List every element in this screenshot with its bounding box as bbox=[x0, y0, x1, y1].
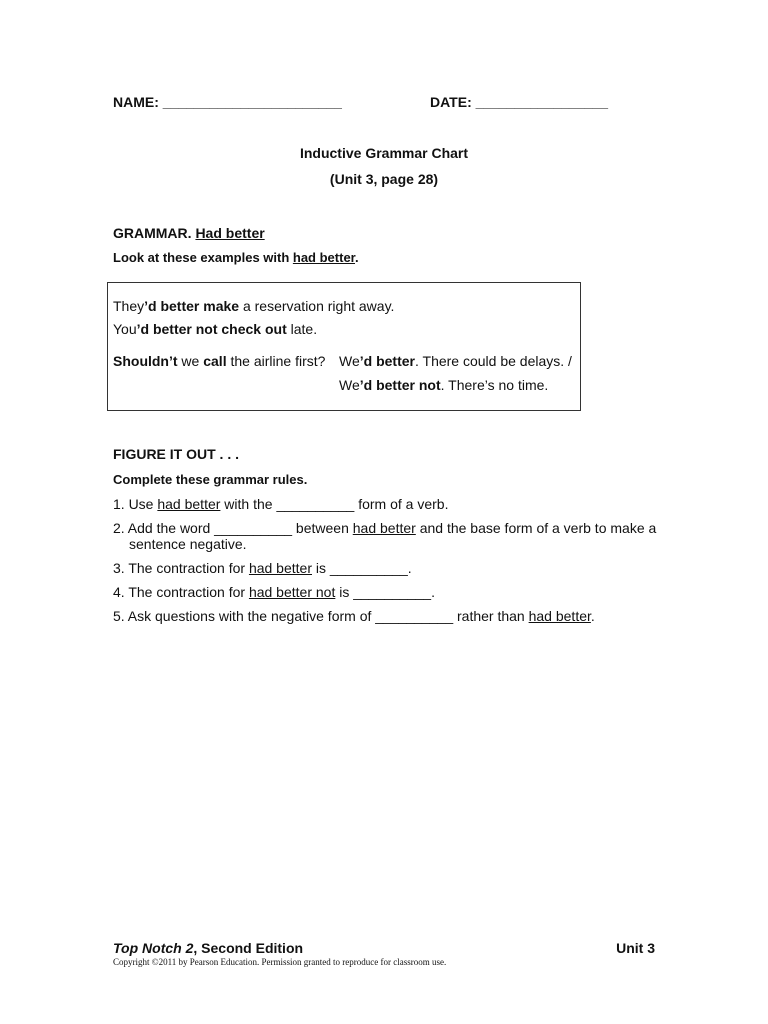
rule-5 bbox=[113, 608, 595, 624]
example-bold: ’d better not check out bbox=[136, 321, 287, 337]
example-answer-2 bbox=[339, 377, 548, 393]
rule-term: had better bbox=[248, 560, 312, 576]
date-field bbox=[430, 94, 608, 110]
example-bold: ’d better make bbox=[144, 298, 240, 314]
example-bold: ’d better not bbox=[359, 377, 441, 393]
rule-term: had better bbox=[528, 608, 591, 624]
rule-term: had better bbox=[157, 496, 221, 512]
grammar-intro bbox=[113, 250, 359, 265]
rule-text: is __________. bbox=[312, 560, 412, 576]
rule-text: 5. Ask questions with the negative form of __________ rather than bbox=[113, 608, 529, 624]
book-edition: , Second Edition bbox=[193, 940, 304, 956]
date-blank: _________________ bbox=[475, 94, 608, 110]
page-subtitle: (Unit 3, page 28) bbox=[329, 171, 439, 187]
example-text: . There could be delays. / bbox=[414, 353, 572, 369]
example-text: . There’s no time. bbox=[440, 377, 549, 393]
example-text: late. bbox=[286, 321, 318, 337]
example-2 bbox=[113, 321, 317, 337]
example-text: You bbox=[113, 321, 137, 337]
copyright-notice: Copyright ©2011 by Pearson Education. Permission granted to reproduce for classroom use. bbox=[113, 957, 447, 967]
name-field bbox=[113, 94, 342, 110]
rule-text: 3. The contraction for bbox=[113, 560, 249, 576]
figure-subheading: Complete these grammar rules. bbox=[113, 472, 308, 487]
rule-2 bbox=[113, 520, 656, 536]
rule-3 bbox=[113, 560, 412, 576]
grammar-intro-end: . bbox=[355, 250, 359, 265]
example-text: the airline first? bbox=[226, 353, 326, 369]
example-bold: ’d better bbox=[359, 353, 415, 369]
rule-text: is __________. bbox=[335, 584, 435, 600]
rule-term: had better not bbox=[248, 584, 336, 600]
example-text: We bbox=[339, 353, 360, 369]
example-text: They bbox=[113, 298, 145, 314]
book-name: Top Notch 2 bbox=[113, 940, 194, 956]
footer-book-title bbox=[113, 940, 303, 956]
example-text: we bbox=[177, 353, 204, 369]
grammar-intro-text: Look at these examples with bbox=[113, 250, 293, 265]
rule-text: 1. Use bbox=[113, 496, 158, 512]
name-blank: _______________________ bbox=[162, 94, 342, 110]
rule-text: with the __________ form of a verb. bbox=[220, 496, 449, 512]
example-bold: call bbox=[203, 353, 227, 369]
grammar-label: GRAMMAR. bbox=[113, 225, 192, 241]
grammar-topic: Had better bbox=[195, 225, 265, 241]
rule-text: . bbox=[590, 608, 595, 624]
rule-text: 2. Add the word __________ between bbox=[113, 520, 353, 536]
rule-1 bbox=[113, 496, 448, 512]
rule-2-continued: sentence negative. bbox=[129, 536, 247, 552]
figure-heading: FIGURE IT OUT . . . bbox=[113, 446, 239, 462]
rule-text: 4. The contraction for bbox=[113, 584, 249, 600]
name-label: NAME: bbox=[113, 94, 159, 110]
rule-text: and the base form of a verb to make a bbox=[415, 520, 657, 536]
footer-unit: Unit 3 bbox=[616, 940, 655, 956]
example-answer-1 bbox=[339, 353, 572, 369]
example-1 bbox=[113, 298, 394, 314]
rule-4 bbox=[113, 584, 435, 600]
example-text: We bbox=[339, 377, 360, 393]
grammar-intro-term: had better bbox=[292, 250, 356, 265]
rule-term: had better bbox=[352, 520, 416, 536]
example-question bbox=[113, 353, 325, 369]
page-title: Inductive Grammar Chart bbox=[299, 145, 469, 161]
grammar-heading bbox=[113, 225, 265, 241]
example-text: a reservation right away. bbox=[239, 298, 395, 314]
date-label: DATE: bbox=[430, 94, 472, 110]
example-bold: Shouldn’t bbox=[113, 353, 178, 369]
